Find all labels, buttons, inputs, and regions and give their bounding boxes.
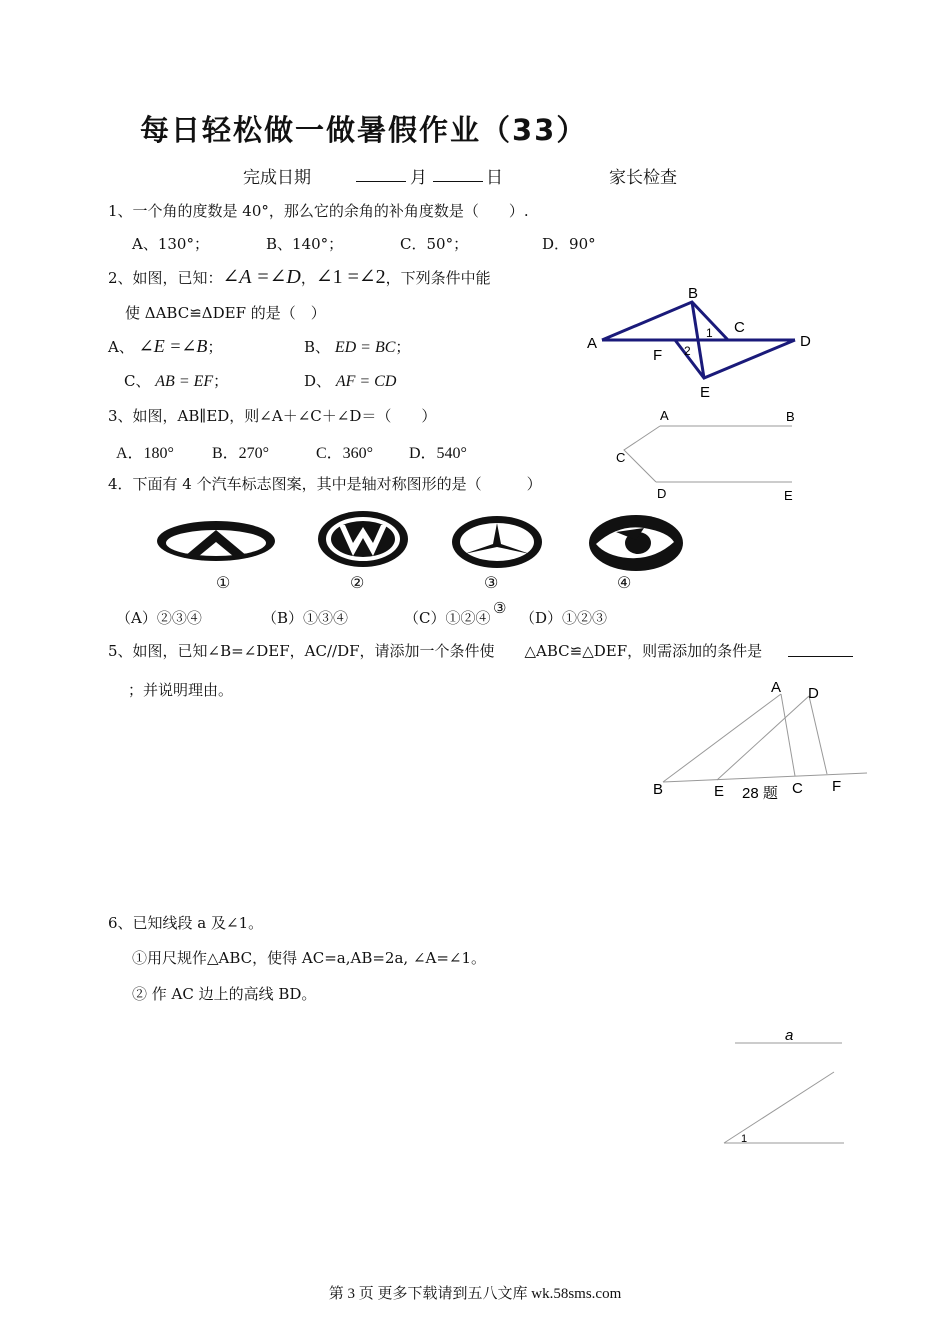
fig3-label-a: A [660, 408, 669, 423]
q2-text-a: 2、如图，已知： [108, 269, 223, 287]
fig3-label-c: C [616, 450, 626, 465]
q2-option-c [124, 370, 228, 391]
fig6-label-1: 1 [741, 1133, 748, 1145]
q5-triangles-figure [645, 676, 870, 804]
option-label: D、 [304, 372, 332, 390]
option-math: AF = CD [335, 373, 397, 390]
option-label: B、 [304, 338, 331, 356]
month-label: 月 [410, 168, 427, 188]
page-title: 每日轻松做一做暑假作业（33） [140, 113, 588, 147]
q2-option-d [304, 370, 396, 391]
fig-label-f: F [653, 347, 663, 364]
logo-number-2: ② [350, 573, 365, 592]
option-math: ED = BC [334, 339, 396, 356]
q5-answer-blank[interactable] [788, 656, 853, 657]
q1-text: 1、一个角的度数是 40°，那么它的余角的补角度数是（ ）. [108, 202, 529, 220]
q4-option-d: （D）①②③ [520, 609, 608, 627]
q3-text: 3、如图，AB∥ED，则∠A＋∠C＋∠D＝（ ） [108, 407, 437, 425]
q3-figure-lines [624, 426, 792, 482]
day-blank[interactable] [433, 181, 483, 182]
q2-line2: 使 ΔABC≌ΔDEF 的是（ ） [125, 304, 326, 322]
logo-number-1: ① [216, 573, 231, 592]
q1-option-c: C．50°； [400, 235, 469, 253]
day-label: 日 [486, 168, 503, 188]
q6-given-figure [718, 1024, 848, 1150]
fig-label-a: A [587, 335, 598, 352]
q3-option-c: C．360° [316, 445, 374, 462]
q3-parallel-figure [610, 402, 810, 508]
q4-option-c: （C）①②④ [404, 609, 491, 627]
q2-triangle-figure [580, 282, 820, 402]
q3-option-a: A．180° [116, 445, 174, 462]
logo-2-volkswagen [317, 510, 409, 568]
q3-option-b: B．270° [212, 445, 270, 462]
q2-figure-lines [602, 302, 795, 378]
q2-option-b [304, 336, 410, 357]
fig-label-c: C [734, 319, 745, 336]
logo-number-3: ③ [484, 573, 499, 592]
fig-label-1: 1 [706, 326, 713, 340]
option-suffix: ； [395, 338, 411, 356]
q3-option-d: D．540° [409, 445, 467, 462]
logo-4-eye-emblem [588, 514, 684, 572]
month-blank[interactable] [356, 181, 406, 182]
option-math: AB = EF [155, 373, 214, 390]
q2-text-b: ，下列条件中能 [385, 269, 491, 287]
fig6-label-a: a [785, 1027, 794, 1044]
q6-figure-lines [724, 1043, 844, 1143]
fig-label-2: 2 [684, 344, 691, 358]
logo-1-infiniti [155, 518, 277, 564]
q6-text: 6、已知线段 a 及∠1。 [108, 914, 264, 932]
option-math: ∠E =∠B [138, 336, 208, 356]
q2-sep: ， [300, 269, 316, 287]
option-label: C、 [124, 372, 151, 390]
q2-option-a [108, 336, 222, 357]
q4-text: 4．下面有 4 个汽车标志图案，其中是轴对称图形的是（ ） [108, 475, 542, 493]
q1-option-b: B、140°； [266, 235, 344, 253]
option-suffix: ； [213, 372, 229, 390]
page-footer: 第 3 页 更多下载请到五八文库 wk.58sms.com [328, 1286, 622, 1302]
q5-figure-lines [663, 694, 867, 782]
fig3-label-b: B [786, 409, 795, 424]
q6-item-1: ①用尺规作△ABC，使得 AC=a,AB=2a, ∠A=∠1。 [132, 949, 487, 967]
logo-3-mercedes [450, 514, 544, 570]
logo-number-4: ④ [617, 573, 632, 592]
fig-label-d: D [800, 333, 811, 350]
option-label: A、 [108, 338, 134, 356]
q4-stray-mark: ③ [493, 599, 507, 617]
fig3-label-e: E [784, 488, 793, 503]
fig-label-b: B [688, 285, 699, 302]
q4-option-a: （A）②③④ [116, 609, 202, 627]
q2-math-angle-1-2: ∠1 =∠2 [315, 266, 386, 288]
parent-check-label: 家长检查 [609, 168, 677, 188]
fig5-label-a: A [771, 679, 782, 696]
q5-text: 5、如图，已知∠B=∠DEF，AC//DF，请添加一个条件使 △ABC≌△DEF，则需添加的条件是 [108, 642, 763, 660]
q5-line2: ；并说明理由。 [128, 681, 234, 699]
fig5-label-e: E [714, 783, 725, 800]
fig5-label-b: B [653, 781, 664, 798]
fig5-label-c: C [792, 780, 803, 797]
date-label: 完成日期 [243, 168, 311, 188]
q1-option-a: A、130°； [132, 235, 209, 253]
q2-text [108, 264, 491, 289]
fig5-caption: 28 题 [742, 785, 778, 802]
fig5-label-f: F [832, 778, 842, 795]
fig3-label-d: D [657, 486, 667, 501]
q2-math-angle-a-d: ∠A =∠D [222, 266, 301, 288]
fig5-label-d: D [808, 685, 819, 702]
option-suffix: ； [207, 338, 223, 356]
q6-item-2: ② 作 AC 边上的高线 BD。 [132, 985, 317, 1003]
q4-option-b: （B）①③④ [262, 609, 349, 627]
fig-label-e: E [700, 384, 711, 401]
q1-option-d: D．90° [542, 235, 596, 253]
